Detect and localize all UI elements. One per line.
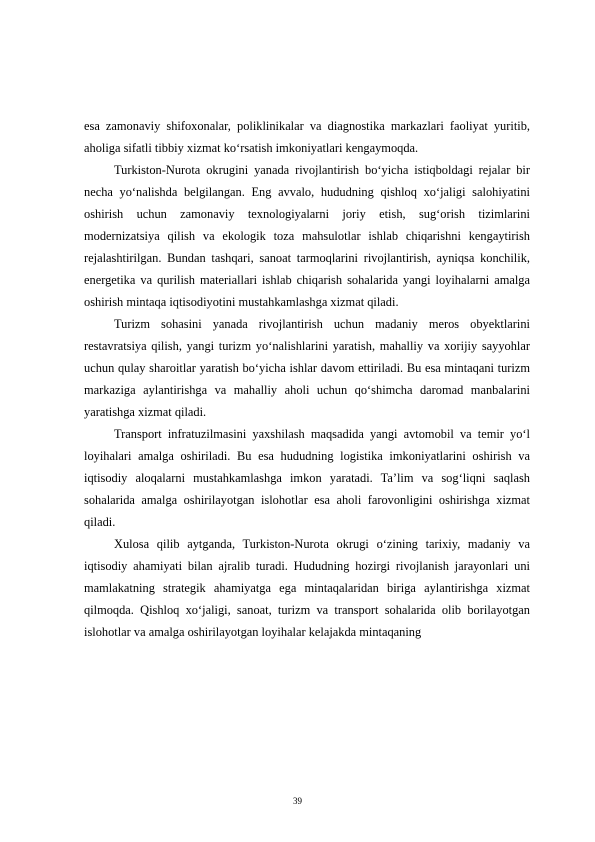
paragraph-transport: Transport infratuzilmasini yaxshilash maqsadida yangi avtomobil va temir yo‘l loyihalari amalga oshiriladi. Bu esa hududning logistika imkoniyatlarini oshirish va iqtisodiy aloqalarni mustahkamlashga imkon yaratadi. Ta’lim va sog‘liqni saqlash sohalarida amalga oshirilayotgan islohotlar esa aholi farovonligini oshirishga xizmat qiladi. [84, 427, 530, 529]
page-number: 39 [293, 796, 302, 806]
document-body [84, 115, 530, 643]
paragraph-conclusion: Xulosa qilib aytganda, Turkiston-Nurota okrugi o‘zining tarixiy, madaniy va iqtisodiy ahamiyati bilan ajralib turadi. Hududning hozirgi rivojlanish jarayonlari uni mamlakatning strategik ahamiyatga ega mintaqalaridan biriga aylantirishga xizmat qilmoqda. Qishloq xo‘jaligi, sanoat, turizm va transport sohalarida olib borilayotgan islohotlar va amalga oshirilayotgan loyihalar kelajakda mintaqaning [84, 537, 530, 639]
paragraph-development-plans: Turkiston-Nurota okrugini yanada rivojlantirish bo‘yicha istiqboldagi rejalar bir necha yo‘nalishda belgilangan. Eng avvalo, hududning qishloq xo‘jaligi salohiyatini oshirish uchun zamonaviy texnologiyalarni joriy etish, sug‘orish tizimlarini modernizatsiya qilish va ekologik toza mahsulotlar ishlab chiqarishni kengaytirish rejalashtirilgan. Bundan tashqari, sanoat tarmoqlarini rivojlantirish, ayniqsa konchilik, energetika va qurilish materiallari ishlab chiqarish sohalarida yangi loyihalarni amalga oshirish mintaqa iqtisodiyotini mustahkamlashga xizmat qiladi. [84, 163, 530, 309]
paragraph-continuation: esa zamonaviy shifoxonalar, poliklinikalar va diagnostika markazlari faoliyat yuritib, aholiga sifatli tibbiy xizmat ko‘rsatish imkoniyatlari kengaymoqda. [84, 119, 530, 155]
paragraph-tourism: Turizm sohasini yanada rivojlantirish uchun madaniy meros obyektlarini restavratsiya qilish, yangi turizm yo‘nalishlarini yaratish, mahalliy va xorijiy sayyohlar uchun qulay sharoitlar yaratish bo‘yicha ishlar davom ettiriladi. Bu esa mintaqani turizm markaziga aylantirishga va mahalliy aholi uchun qo‘shimcha daromad manbalarini yaratishga xizmat qiladi. [84, 317, 530, 419]
